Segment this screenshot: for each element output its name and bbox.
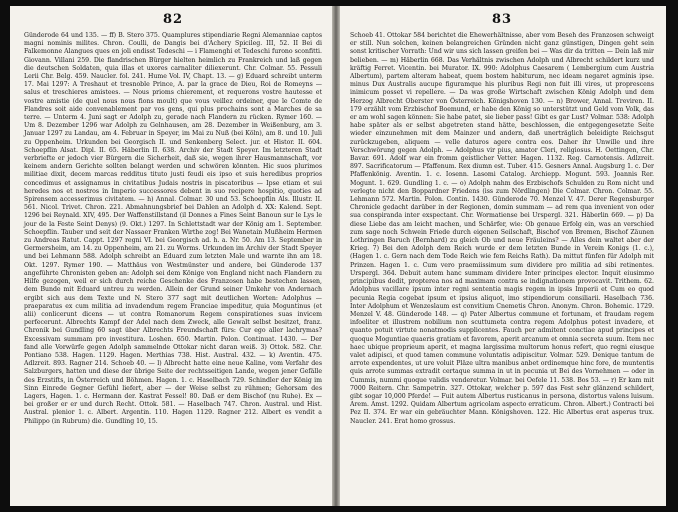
right-page — [340, 6, 666, 506]
left-page — [10, 6, 332, 506]
page-number-right: 83 — [491, 12, 513, 27]
right-page-body: Schoeb 41. Ottokar 584 berichtet die Ehewerhältnisse, aber vom Beseh des Franzosen schweigt er still. Nun solchen, keinen belangreichen Gründen nicht ganz günstigen, Dingen geht sein sonst kritischer Vorrath: Und wir uns sich lassen greifen bei — Was dir da tritten — Dein laß mir belieben. — m) Häberlin 668. Das Verhältnis zwischen Adolph und Albrecht schildert kurz und kräftig Ferret. Vicentin. bei Murator. IX. 990: Adolphus Caesarem ( Lembergium cum Austria Albertum), partem alteram habeat, quem bostem habiturum, nec ideam negaret agminis ipse. minus Dux Australis aucupe figuramque his pluribus Regi non fuit illi vires, ut proprescens inimicum posset vi repellere. — Da was große Wirtschaft zwischen König Adolph und dem Herzog Albrecht Oberster von Österreich. Königshoven 130. — n) Brower, Annal. Treviren. II. 179 erzählt vom Erzbischof Boemund, er habe den König so unterstützt und Geld vom Volk, das er am wohl sagen können: Sie habe patet, sie lieber pass! Gibt es gar Lust? Volmar. 538: Adolph habe später als er selbst abgetreten stand hätte, beschlossen, die entgegengesetzte Seite wieder einzunehmen mit dem Mainzer und andern, daß unerträglich beleidigte Reichsgut zurückzugeben, aliquem — velle daturos agere contra eos. Daher ihr Unwille und ihre Verschwörung gegen Adolph. — Adolphus vir pius, amator Cleri, religiosus. H. Oettingen, Chr. Bavar. 691. Adolf war ein fromm geistlicher Vetter. Hagen. 1132. Reg. Carnotensis. Adlzreit. 897. Sacrificatorum — Pfaffenum. Rex diumn est. Tuber. 415. Gesners Annal. Augsburg 1. c. Der Pfaffenkönig. Aventin. 1. c. Iosenn. Lasomi Catalog. Archiepp. Mogunt. 593. Joannis Rer. Mogunt. 1. 629. Gundling 1. c. — o) Adolph nahm des Erzbischofs Schulden zu Rom nicht und verlegte nicht den Boppardner Friedens (iss zum Nördlingen) Die Colmar. Chron. Colmar. 55. Lehmann 572. Martin. Polon. Contin. 1430. Günderode 70. Menzel V. 47. Derer Regensburger Chronicle gedacht darüber in der Regionen, domin summam — ad rem qua invenient von oder sua conspiranda inter exspectant. Chr. Wormatiense bei Urspergl. 321. Häberlin 669. — p) Da diese Liebe das am leicht machen, und Schärfer, wie: Ob genaue Erfolg ein, was an verschied zum sage noch Schwein Friede durch eigenen Seilschaft, Bischof von Bremen, Bischof Zäunen Lothringen Baruch (Bernhard) zu gleich Ob und neue Fräuleins? — Alles dein waltet aber der Krieg. 7) Bei den Adolph dem Reich wurde er dem letzten Bunde in Verein Konigs (1. c.), (Hagen 1. c. Gern nach dem Tode Reich wie fem Reichs Rath). Da mittut fünfen für Adolph mit Prinzen. Hagen 1. c. Cum vero praemiissimum sum dividere pro militia ad sibi retinentes. Urspergl. 364. Debuit autem hanc summam dividere Inter principes elector. Inquit eiusimmo principibus dedit, propterea nos ad maximam contra se indignationem provocavit. Trithem. 62. Adolphus vacillare ipsum inter regni sententia magis regem in ipsis Imperii et Cum eo quod pecunia Regia cogebat ipsum et ipsius aliquot, imo stipendiorum consiliarii. Haselbach 736. Inter Adolphum et Wenzeslaum est convitium Cnemetis Chron. Anonym. Chron. Bohemic. 1729. Menzel V. 48. Günderode 148. — q) Pater Albertus commune et fortunam, et fraudam regem infoeliter et illustrem nobilium non scuttumeta contra regem Adolphus potest invadere, et quanto potuit virtute nonatmodis supplicentes. Fauch per admitent conctiae apud principes et quoque Moguntiae quaeris gratiam et favorem, aperit arcanum et omnia secreta suum. Item nec haec ubique proprieum aperit, et magna largissima multorum honus refert, quo regni eiusque valet adipisci, et quod tamen commune voluntatis adipiscitur. Volmar. 529. Denique tantum de arrote expendentes, ut ure voluit Pläze ultra manibus anbet ordinemque hinc fore, de muntentis quis arrote summas extradit certaque summa in ut in pecunia ut Bei des Vornehmen — oder in Cummis, nummi quoque validis venderetur. Volmar. bei Oefele 11. 538. Bos 53. — r) Er kam mit 7000 Reitern. Chr. Sampetrin. 327. Ottokar, welcher p. 597 das Fest sehr glänzend schildert, gibt sogar 10,000 Pferde! — Fuit autem Albertus rusticanus in persona, distortus valens luisum. Arem. Amst. 1292. Quidam Albertum agricolam aspecto erraticum. Chron. Albert.) Contracti bei Pez II. 374. Er war ein gebräuchter Mann. Königshoven. 122. Hic Albertus erat asperus trux. Naucler. 241. Erat homo grossus. — [350, 32, 654, 425]
page-number-left: 82 — [162, 12, 184, 27]
book-gutter — [332, 6, 340, 506]
left-page-body: Günderode 64 und 135. — ff) B. Stero 375. Quamplures stipendiarie Regni Alemanniae captos magni nominis milites. Chron. Coulli, de Dangis bei d'Achery Spicileg. III, 52. II Bei di Falkemonne Alangues ques en joli endisst Tedeschi — i Flamenghi et Tedeschi furono sconfitti. Giovann. Villani 259. Die flandrischen Bürger hielten heimlich zu Frankreich und laß gegen die deutschen Soldaten, quia illas et uxores carnaliter diliexerunt. Chr. Colmar. 55. Pessuli Lerii Chr. Belg. 459. Naucler. fol. 241. Hume Vol. IV, Chapt. 13. — g) Eduard schreibt unterm 17. Mai 1297: A Treshaut et tresnoble Prince, A. par la grace de Dieu, Roi de Romeyns — salus et treschieres amistees. — Nous prioms chierement, et requerons vostre hautesse et vostre amistie (de quel nous nous fions moult) que vous veillez ordeiner, que le Comte de Flandres soit aide convenablement par vos gens, qui plus prochains sont a Marches de sa terre. — Unterm 4. Juni sagt er Adolph zu, gerade nach Flandern zu rücken. Rymer 160. — Um 8. Dezember 1296 war Adolph zu Gelnhausen, am 28. Dezember in Weißenburg, am 3. Januar 1297 zu Landau, am 4. Februar in Speyer, im Mai zu Nuß (bei Köln), am 8. und 10. Juli zu Oppenheim. Urkunden bei Georgisch II. und Senkenberg Select. jur. et Histor. II. 604. Schoepflin Alsat. Dipl. II. 65. Häberlin II. 638. Archiv der Stadt Speyer. Im letzteren Stadt verbriefte er jedoch vier Bürgern die Sicherheit, daß sie, wegen ihrer Hausmannschaft, vor keinem andern Gerichte sollten belangt werden und schwören könnten. Hic suos plurimos militiae dixit, decem marcas redditus tituto justi feudi eis ipso et suis heredibus proprios concedimus et assignamus in civitatibus Judais nostris in piscatoribus — Ipse etiam et sui heredes nos et nostros in Imperio successores debent in suo recipere hospitio, quoties ad Spirensem accesserimus civitatem. — h) Annal. Colmar. 30 und 53. Schoepflin Als. Illustr. II. 561. Nicol. Trivet. Chron. 221. Abmahnungsbrief bei Dahlen an Adolph d. XX: Kalend. Sept. 1296 bei Reynald. XIV, 495. Der Waffenstillstand (il Donnes a Fines Seint Banoun sur le Lys le jour de la Feste Seint Denys) (9. Okt.) 1297. In Schlettstadt war der König am 1. September. Schoepflin. Tauber und seit der Nassaer Franken Wirthe zog! Bei Wanetain Mußheim Hermen zu Andreas Ratut. Cappt. 1297 regni VI. bei Georgisch ad. h. a. Nr. 50. Am 13. September in Germersheim, am 14. zu Oppenheim, am 21. zu Worms. Urkunden im Archiv der Stadt Speyer und bei Lehmann 588. Adolph schreibt an Eduard zum letzten Male und warnte ihn am 18. Okt. 1297. Rymer 190. — Matthäus von Westmünster und andere, bei Günderode 137 angeführte Chronisten geben an: Adolph sei dem Könige von England nicht nach Flandern zu Hilfe gezogen, weil er sich durch reiche Geschenke des Franzosen habe bestechen lassen, dem Bunde mit Eduard untreu zu werden. Allein der Grund seiner Umkehr von Andernach ergibt sich aus dem Texte und N. Stero 377 sagt mit deutlichen Worten: Adolphus — praeparatus ex cum militia ad invadendum regem Franciae impeditur, quia Moguntinus (et alii) conlicerunt dicens — ut contra Romanorum Regem conspirationes suas invicem perfecerunt. Albrechts Kampf der Adel nach dem Zweck, alle Gewalt selbst besitzet, franz. Chronik bei Gundling 60 sagt über Albrechts Freundschaft fürs: Cur ego aller lachrymas? Excessivam summam pro investitura. Loshen. 650. Martin. Polon. Continuat. 1430. — Der fand alle Vorwürfe gegen Adolph sammelnde Ottokar nicht daran weiß. 3) Ottok. 582. Chr. Pontiano 538. Hagen. 1129. Hagen. Merthias 738. Hist. Austral. 432. — k) Aventin. 475. Adlzreit. 893. Ragner 214. Schoeb 40. — l) Albrecht hatte eine neue Kaline, vom Verfahr des Salzburgers, hatten und diese der übrige Seite der rechtsseitigen Lande, wegen jener Gefälle des Erzstifts, in Österreich und Böhmen. Hagen. 1. c. Haselbach 729. Schindler der König im Sinn Einrede Gegner Gefühl liefert, aber — der Weise selbst zu rühmen; Gehorsam des Lagers, Hagen. 1. c. Hermann der. Kastrat Fessel! 80. Daß er dem Bischof (nu Ruhe). Ex — bei großer er er und durch Recht. Ottok. 581. — Haselbach 747. Chron. Austral. und Hist. Austral. plenior 1. c. Albert. Argentin. 110. Hagen 1129. Ragner 212. Albert es vendit a Philippo (in Rubrum) die. Gundling 10, 15. — [24, 32, 322, 425]
